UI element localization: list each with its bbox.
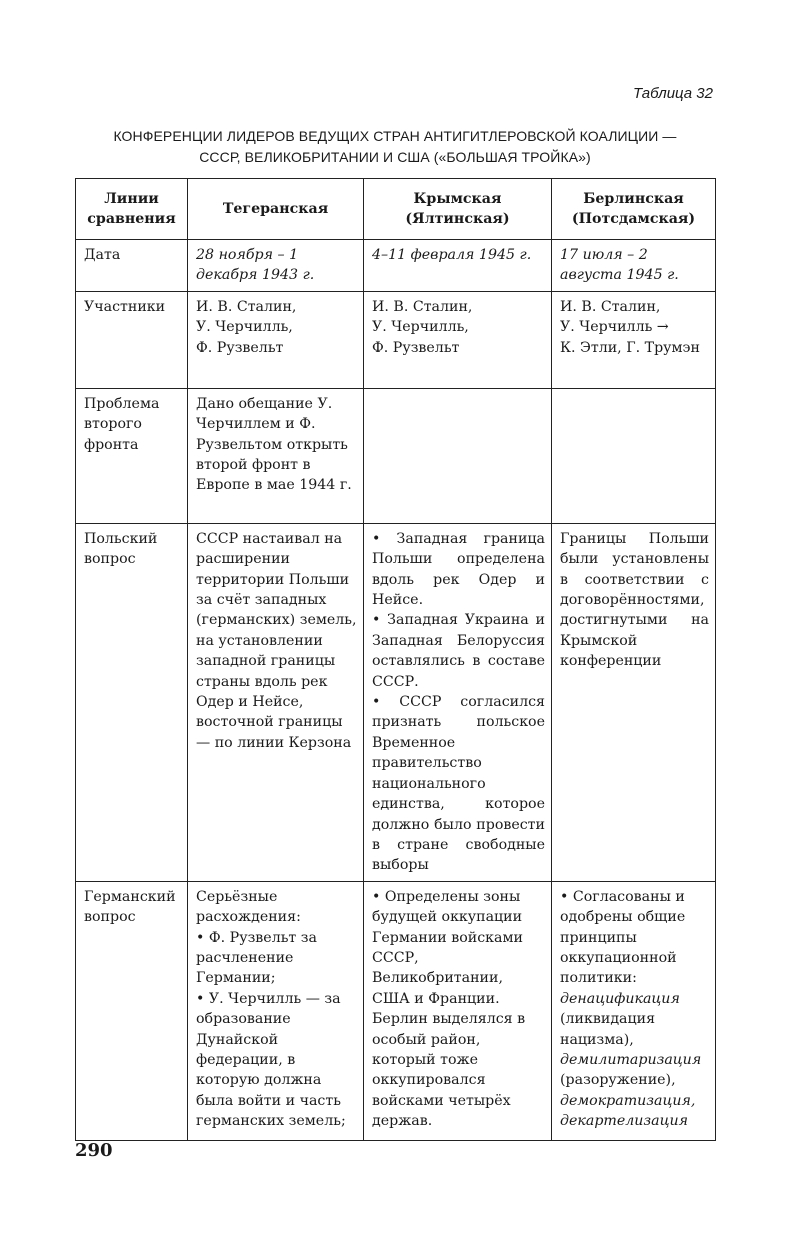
- table-number-label: Таблица 32: [632, 85, 713, 102]
- table-title-line-2: СССР, ВЕЛИКОБРИТАНИИ И США («БОЛЬШАЯ ТРОЙКА»): [199, 149, 591, 165]
- header-crimea: Крымская (Ялтинская): [364, 179, 552, 240]
- row-label-german: Германский вопрос: [76, 881, 188, 1140]
- cell-participants-crimea: [364, 291, 552, 388]
- term-denazification-note: (ликвидация нацизма),: [560, 1011, 656, 1048]
- participant: И. В. Сталин,: [372, 298, 473, 315]
- row-participants: [76, 291, 716, 388]
- row-german-question: [76, 881, 716, 1140]
- term-demilitarization-note: (разоружение),: [560, 1072, 676, 1089]
- participant: Ф. Рузвельт: [372, 339, 460, 356]
- header-berlin: Берлинская (Потсдамская): [552, 179, 716, 240]
- bullet-item: • СССР согласился признать польское Временное правительство национального единства, которое должно было провести в стране свободные выборы: [372, 694, 545, 874]
- bullet-item: • У. Черчилль — за образование Дунайской федерации, в которую должна была войти и часть германских земель;: [196, 990, 346, 1130]
- cell-participants-tehran: [188, 291, 364, 388]
- term-democratization: демократизация, декартелизация: [560, 1092, 696, 1130]
- bullet-item: • Ф. Рузвельт за расчленение Германии;: [196, 929, 317, 987]
- cell-polish-berlin: Границы Польши были установлены в соответствии с договорённостями, достигнутыми на Крымской конференции: [552, 523, 716, 881]
- cell-date-crimea: 4–11 февраля 1945 г.: [364, 240, 552, 292]
- cell-polish-crimea: [364, 523, 552, 881]
- row-date: [76, 240, 716, 292]
- participant: У. Черчилль →: [560, 319, 669, 336]
- row-label-participants: Участники: [76, 291, 188, 388]
- cell-second-front-tehran: Дано обещание У. Черчиллем и Ф. Рузвельтом открыть второй фронт в Европе в мае 1944 г.: [188, 388, 364, 523]
- cell-polish-tehran: СССР настаивал на расширении территории Польши за счёт западных (германских) земель, на установлении западной границы страны вдоль рек Одер и Нейсе, восточной границы — по линии Керзона: [188, 523, 364, 881]
- cell-german-tehran: [188, 881, 364, 1140]
- bullet-item: • Западная Украина и Западная Белоруссия оставлялись в составе СССР.: [372, 612, 545, 690]
- participant: И. В. Сталин,: [196, 298, 297, 315]
- participant: У. Черчилль,: [372, 319, 469, 336]
- participant: К. Этли, Г. Трумэн: [560, 339, 700, 356]
- page-number: 290: [75, 1140, 113, 1161]
- cell-second-front-berlin: [552, 388, 716, 523]
- cell-date-tehran: 28 ноября – 1 декабря 1943 г.: [188, 240, 364, 292]
- term-demilitarization: демилитаризация: [560, 1051, 702, 1068]
- cell-second-front-crimea: [364, 388, 552, 523]
- cell-date-berlin: 17 июля – 2 августа 1945 г.: [552, 240, 716, 292]
- row-second-front: [76, 388, 716, 523]
- header-criteria: Линии сравнения: [76, 179, 188, 240]
- participant: Ф. Рузвельт: [196, 339, 284, 356]
- table-title: [75, 126, 715, 168]
- row-label-polish: Польский вопрос: [76, 523, 188, 881]
- participant: И. В. Сталин,: [560, 298, 661, 315]
- bullet-item: • Западная граница Польши определена вдоль рек Одер и Нейсе.: [372, 530, 545, 609]
- row-label-second-front: Проблема второго фронта: [76, 388, 188, 523]
- participant: У. Черчилль,: [196, 319, 293, 336]
- berlin-principles-intro: • Согласованы и одобрены общие принципы оккупационной политики:: [560, 888, 686, 987]
- table-title-line-1: КОНФЕРЕНЦИИ ЛИДЕРОВ ВЕДУЩИХ СТРАН АНТИГИТЛЕРОВСКОЙ КОАЛИЦИИ —: [113, 128, 677, 144]
- text-line: Серьёзные расхождения:: [196, 888, 301, 926]
- cell-german-berlin: [552, 881, 716, 1140]
- table-header-row: [76, 179, 716, 240]
- header-tehran: Тегеранская: [188, 179, 364, 240]
- cell-participants-berlin: [552, 291, 716, 388]
- term-denazification: денацификация: [560, 990, 680, 1007]
- cell-german-crimea: • Определены зоны будущей оккупации Германии войсками СССР, Великобритании, США и Франции. Берлин выделялся в особый район, который тоже оккупировался войсками четырёх держав.: [364, 881, 552, 1140]
- row-polish-question: [76, 523, 716, 881]
- conference-comparison-table: [75, 178, 716, 1141]
- row-label-date: Дата: [76, 240, 188, 292]
